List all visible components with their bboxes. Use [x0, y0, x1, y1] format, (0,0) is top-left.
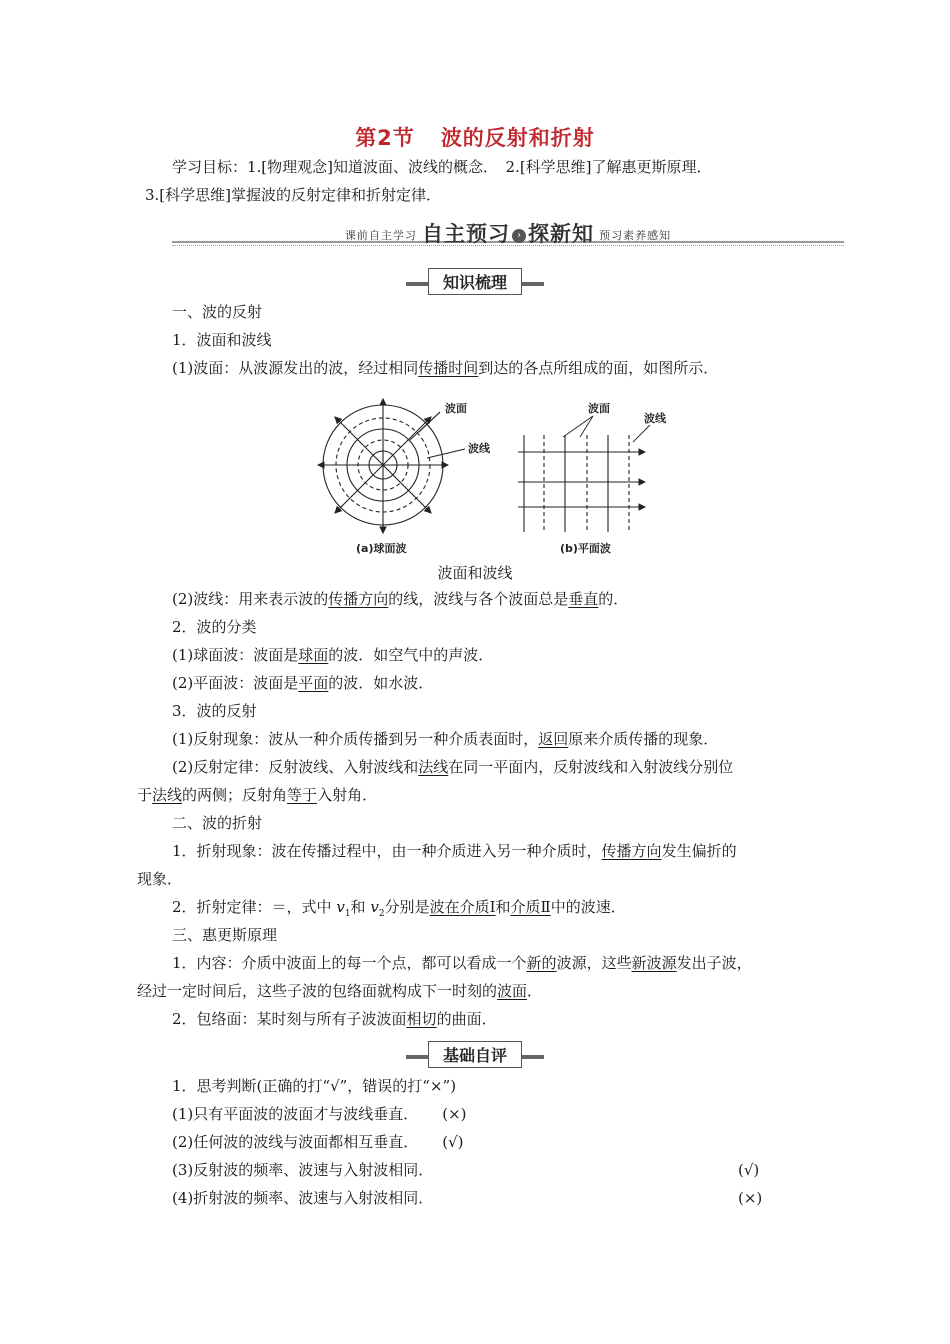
s1-title: 一、波的反射 [172, 303, 263, 321]
heading-self-eval-label: 基础自评 [442, 1046, 507, 1065]
banner-right-text: 预习素养感知 [599, 229, 672, 242]
spherical-wave-diagram [318, 399, 465, 533]
wave-figure [315, 392, 675, 557]
s3-p1: 1．内容：介质中波面上的每一个点，都可以看成一个新的波源，这些新波源发出子波， [172, 954, 752, 972]
judge-mark-4: (×) [738, 1189, 763, 1207]
s1-p3-title: 3．波的反射 [172, 702, 257, 720]
heading-self-eval [0, 1041, 950, 1067]
s1-p1-a: (1)波面：从波源发出的波，经过相同传播时间到达的各点所组成的面，如图所示． [172, 359, 719, 377]
s1-p1-title: 1．波面和波线 [172, 331, 272, 349]
banner-arrow-icon: › [512, 229, 526, 243]
judge-mark-2: (√) [442, 1133, 464, 1151]
right-wavefront-label: 波面 [588, 402, 610, 415]
s2-p1: 1．折射现象：波在传播过程中，由一种介质进入另一种介质时，传播方向发生偏折的 [172, 842, 737, 860]
objectives-line-2: 3.[科学思维]掌握波的反射定律和折射定律． [145, 186, 442, 204]
right-figure-caption: (b)平面波 [560, 542, 611, 555]
s1-p1-b: (2)波线：用来表示波的传播方向的线，波线与各个波面总是垂直的． [172, 590, 629, 608]
s2-p2: 2．折射定律：＝，式中 $v_1$和 $v_2$分别是波在介质Ⅰ和介质Ⅱ中的波速． [172, 898, 626, 919]
banner-title-2: 探新知 [528, 222, 594, 246]
self-eval-title: 1．思考判断(正确的打“√”，错误的打“×”) [172, 1077, 457, 1095]
judge-mark-1: (×) [442, 1105, 467, 1123]
heading-knowledge [0, 268, 950, 294]
judge-mark-3: (√) [738, 1161, 760, 1179]
plane-wave-diagram [518, 416, 650, 532]
s2-p1-cont: 现象． [137, 870, 183, 888]
s1-p3-c: 于法线的两侧；反射角等于入射角． [137, 786, 378, 804]
left-wavefront-label: 波面 [445, 402, 467, 415]
s1-p2-a: (1)球面波：波面是球面的波．如空气中的声波． [172, 646, 494, 664]
s3-title: 三、惠更斯原理 [172, 926, 278, 944]
page-title [0, 122, 950, 152]
s1-p3-b: (2)反射定律：反射波线、入射波线和法线在同一平面内，反射波线和入射波线分别位 [172, 758, 734, 776]
judge-item-1: (1)只有平面波的波面才与波线垂直． (×) [172, 1105, 467, 1123]
objectives-line-1: 学习目标：1.[物理观念]知道波面、波线的概念． 2.[科学思维]了解惠更斯原理． [172, 158, 712, 176]
s1-p2-b: (2)平面波：波面是平面的波．如水波． [172, 674, 434, 692]
s1-p2-title: 2．波的分类 [172, 618, 257, 636]
judge-item-2: (2)任何波的波线与波面都相互垂直． (√) [172, 1133, 464, 1151]
section-topic: 波的反射和折射 [440, 126, 595, 150]
banner-left-text: 课前自主学习 [344, 229, 417, 242]
banner-title-1: 自主预习 [422, 222, 510, 246]
judge-item-4: (4)折射波的频率、波速与入射波相同． [172, 1189, 434, 1207]
left-ray-label: 波线 [468, 442, 490, 455]
s2-title: 二、波的折射 [172, 814, 263, 832]
heading-knowledge-label: 知识梳理 [442, 273, 507, 292]
s1-p3-a: (1)反射现象：波从一种介质传播到另一种介质表面时，返回原来介质传播的现象． [172, 730, 719, 748]
judge-item-3: (3)反射波的频率、波速与入射波相同． [172, 1161, 434, 1179]
left-figure-caption: (a)球面波 [356, 542, 407, 555]
s3-p2: 2．包络面：某时刻与所有子波波面相切的曲面． [172, 1010, 497, 1028]
right-ray-label: 波线 [644, 412, 666, 425]
section-banner [172, 218, 844, 248]
s3-p1-cont: 经过一定时间后，这些子波的包络面就构成下一时刻的波面． [137, 982, 543, 1000]
section-number: 第2节 [355, 126, 415, 150]
figure-caption: 波面和波线 [437, 564, 513, 582]
